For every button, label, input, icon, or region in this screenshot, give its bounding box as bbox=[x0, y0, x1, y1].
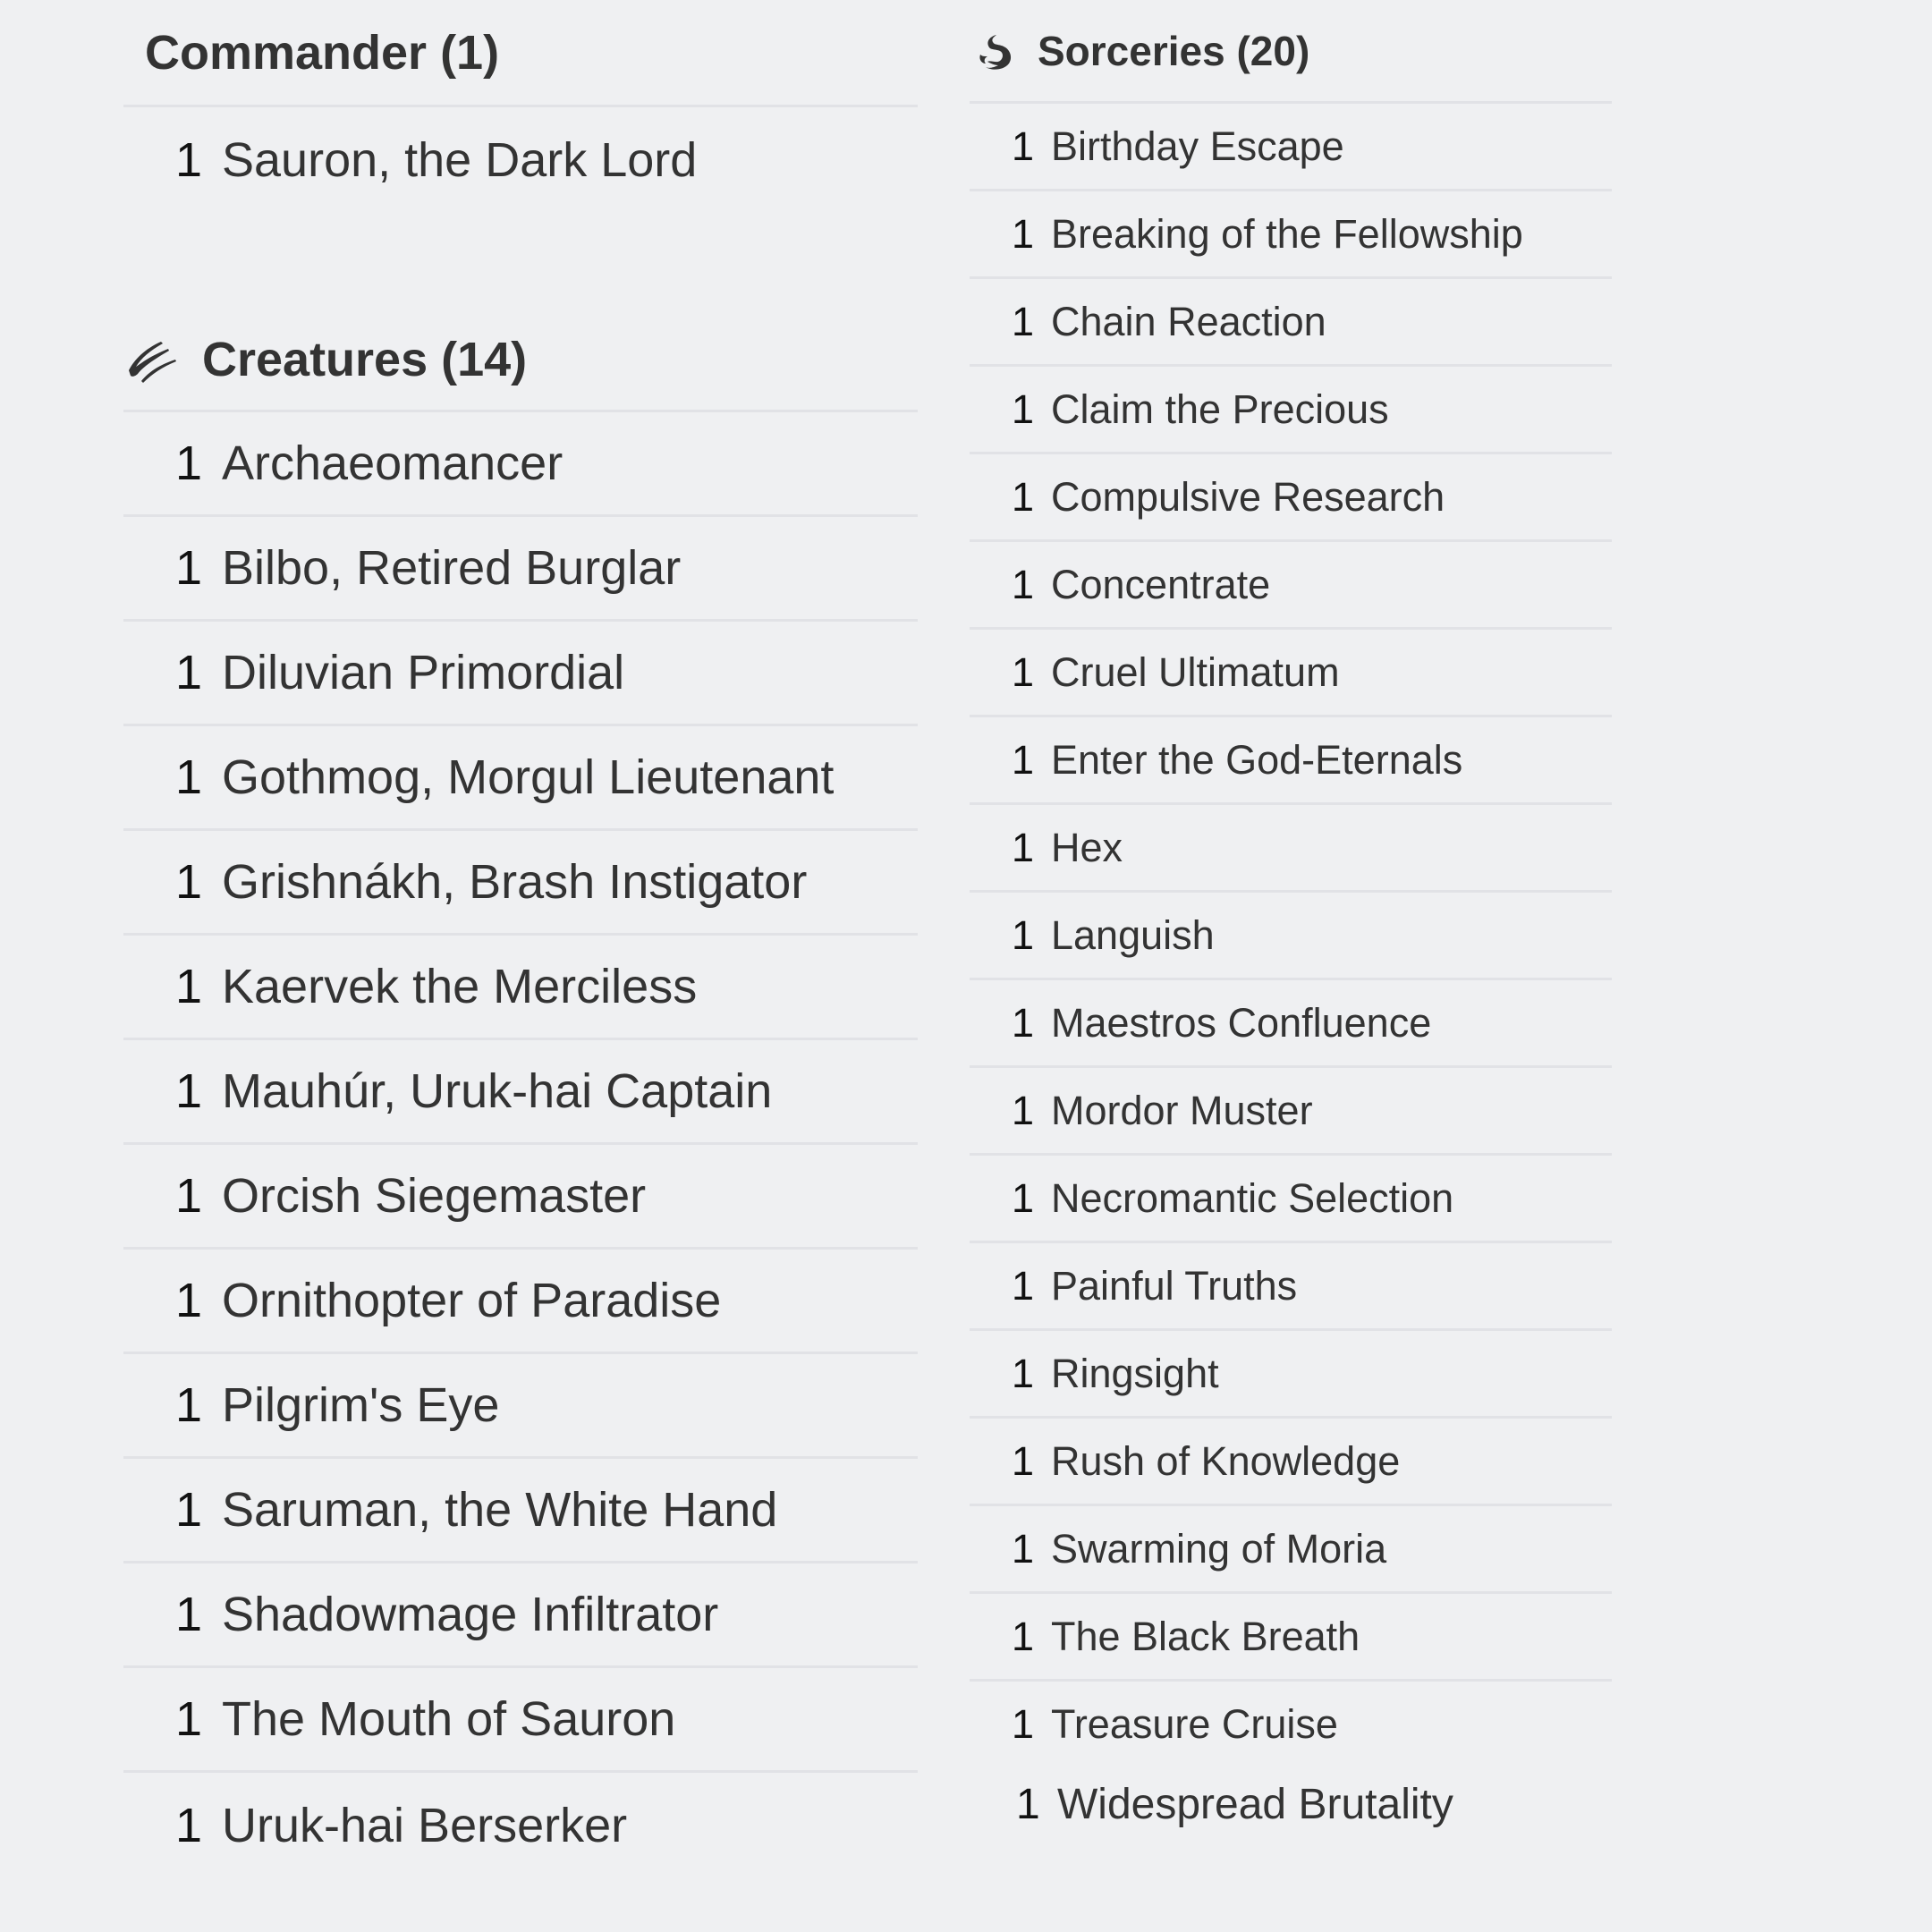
card-row[interactable] bbox=[970, 542, 1612, 630]
card-name[interactable]: Shadowmage Infiltrator bbox=[222, 1588, 719, 1641]
card-quantity: 1 bbox=[1012, 1262, 1035, 1309]
card-name[interactable]: Concentrate bbox=[1051, 561, 1271, 607]
sorceries-section bbox=[970, 0, 1612, 1841]
card-quantity: 1 bbox=[1012, 1174, 1035, 1221]
card-row[interactable] bbox=[123, 107, 918, 213]
card-row[interactable] bbox=[123, 1040, 918, 1145]
card-name[interactable]: Cruel Ultimatum bbox=[1051, 648, 1340, 695]
card-quantity: 1 bbox=[175, 1692, 203, 1746]
card-name[interactable]: Uruk-hai Berserker bbox=[222, 1798, 628, 1852]
card-row[interactable] bbox=[123, 831, 918, 936]
creatures-title: Creatures (14) bbox=[202, 332, 528, 386]
right-column bbox=[970, 0, 1612, 1841]
card-name[interactable]: Hex bbox=[1051, 824, 1123, 870]
card-name[interactable]: The Black Breath bbox=[1051, 1613, 1360, 1659]
card-quantity: 1 bbox=[175, 436, 203, 490]
card-row[interactable] bbox=[970, 893, 1612, 980]
card-row[interactable] bbox=[970, 1506, 1612, 1594]
card-quantity: 1 bbox=[1012, 736, 1035, 783]
card-row[interactable] bbox=[123, 726, 918, 831]
card-row[interactable] bbox=[123, 1354, 918, 1459]
card-quantity: 1 bbox=[1012, 473, 1035, 520]
card-name[interactable]: Kaervek the Merciless bbox=[222, 960, 698, 1013]
card-row[interactable] bbox=[123, 1668, 918, 1773]
card-name[interactable]: Pilgrim's Eye bbox=[222, 1378, 500, 1432]
card-name[interactable]: Swarming of Moria bbox=[1051, 1525, 1387, 1572]
card-row[interactable] bbox=[970, 454, 1612, 542]
card-name[interactable]: Mauhúr, Uruk-hai Captain bbox=[222, 1064, 773, 1118]
card-quantity: 1 bbox=[1012, 1350, 1035, 1396]
card-name[interactable]: Breaking of the Fellowship bbox=[1051, 210, 1523, 257]
card-name[interactable]: Gothmog, Morgul Lieutenant bbox=[222, 750, 835, 804]
card-row[interactable] bbox=[123, 1145, 918, 1250]
card-name[interactable]: Compulsive Research bbox=[1051, 473, 1445, 520]
card-row[interactable] bbox=[970, 1767, 1612, 1841]
card-name[interactable]: Painful Truths bbox=[1051, 1262, 1298, 1309]
card-name[interactable]: Bilbo, Retired Burglar bbox=[222, 541, 682, 595]
card-row[interactable] bbox=[123, 1459, 918, 1563]
card-row[interactable] bbox=[123, 517, 918, 622]
card-name[interactable]: Saruman, the White Hand bbox=[222, 1483, 778, 1537]
card-quantity: 1 bbox=[1012, 123, 1035, 169]
card-name[interactable]: Languish bbox=[1051, 911, 1215, 958]
sorcery-flame-icon bbox=[977, 32, 1013, 70]
card-quantity: 1 bbox=[175, 960, 203, 1013]
card-quantity: 1 bbox=[175, 1798, 203, 1852]
card-quantity: 1 bbox=[1012, 648, 1035, 695]
card-row[interactable] bbox=[123, 936, 918, 1040]
card-row[interactable] bbox=[970, 630, 1612, 717]
card-row[interactable] bbox=[970, 717, 1612, 805]
card-name[interactable]: Treasure Cruise bbox=[1051, 1701, 1338, 1747]
card-quantity: 1 bbox=[175, 1378, 203, 1432]
card-name[interactable]: Maestros Confluence bbox=[1051, 999, 1432, 1046]
commander-header bbox=[123, 0, 918, 107]
card-quantity: 1 bbox=[1012, 1701, 1035, 1747]
card-name[interactable]: Chain Reaction bbox=[1051, 298, 1326, 344]
card-name[interactable]: Grishnákh, Brash Instigator bbox=[222, 855, 808, 909]
card-name[interactable]: Sauron, the Dark Lord bbox=[222, 133, 698, 187]
card-row[interactable] bbox=[123, 412, 918, 517]
card-name[interactable]: Necromantic Selection bbox=[1051, 1174, 1454, 1221]
card-row[interactable] bbox=[970, 1068, 1612, 1156]
card-name[interactable]: Rush of Knowledge bbox=[1051, 1437, 1401, 1484]
card-quantity: 1 bbox=[175, 1274, 203, 1327]
card-quantity: 1 bbox=[1012, 210, 1035, 257]
card-quantity: 1 bbox=[1012, 999, 1035, 1046]
card-quantity: 1 bbox=[175, 750, 203, 804]
card-quantity: 1 bbox=[1012, 561, 1035, 607]
card-quantity: 1 bbox=[175, 1169, 203, 1223]
creatures-section bbox=[123, 309, 918, 1877]
card-name[interactable]: Orcish Siegemaster bbox=[222, 1169, 647, 1223]
commander-title: Commander (1) bbox=[145, 25, 500, 80]
card-row[interactable] bbox=[123, 1773, 918, 1877]
card-row[interactable] bbox=[970, 980, 1612, 1068]
card-row[interactable] bbox=[970, 1682, 1612, 1767]
card-quantity: 1 bbox=[175, 1064, 203, 1118]
claw-marks-icon bbox=[125, 336, 179, 383]
card-name[interactable]: The Mouth of Sauron bbox=[222, 1692, 676, 1746]
card-name[interactable]: Archaeomancer bbox=[222, 436, 564, 490]
card-name[interactable]: Claim the Precious bbox=[1051, 386, 1389, 432]
card-name[interactable]: Widespread Brutality bbox=[1057, 1780, 1453, 1828]
card-quantity: 1 bbox=[1012, 1087, 1035, 1133]
card-quantity: 1 bbox=[175, 1483, 203, 1537]
card-name[interactable]: Ringsight bbox=[1051, 1350, 1219, 1396]
card-quantity: 1 bbox=[1012, 1525, 1035, 1572]
card-name[interactable]: Enter the God-Eternals bbox=[1051, 736, 1463, 783]
card-row[interactable] bbox=[970, 1331, 1612, 1419]
card-quantity: 1 bbox=[175, 646, 203, 699]
sorceries-header bbox=[970, 0, 1612, 104]
card-name[interactable]: Mordor Muster bbox=[1051, 1087, 1313, 1133]
card-name[interactable]: Diluvian Primordial bbox=[222, 646, 625, 699]
card-quantity: 1 bbox=[1012, 911, 1035, 958]
card-quantity: 1 bbox=[1012, 298, 1035, 344]
card-quantity: 1 bbox=[1012, 1613, 1035, 1659]
card-quantity: 1 bbox=[1012, 1437, 1035, 1484]
card-row[interactable] bbox=[970, 279, 1612, 367]
card-row[interactable] bbox=[123, 1250, 918, 1354]
card-row[interactable] bbox=[970, 191, 1612, 279]
card-row[interactable] bbox=[970, 104, 1612, 191]
card-row[interactable] bbox=[970, 805, 1612, 893]
sorceries-title: Sorceries (20) bbox=[1038, 27, 1310, 74]
creatures-header bbox=[123, 309, 918, 412]
card-row[interactable] bbox=[123, 1563, 918, 1668]
card-row[interactable] bbox=[970, 367, 1612, 454]
card-quantity: 1 bbox=[175, 541, 203, 595]
card-row[interactable] bbox=[970, 1243, 1612, 1331]
card-quantity: 1 bbox=[175, 133, 203, 187]
card-row[interactable] bbox=[970, 1594, 1612, 1682]
left-column bbox=[123, 0, 918, 1852]
card-quantity: 1 bbox=[1012, 824, 1035, 870]
card-quantity: 1 bbox=[175, 1588, 203, 1641]
card-quantity: 1 bbox=[1012, 386, 1035, 432]
commander-section bbox=[123, 0, 918, 213]
card-quantity: 1 bbox=[1016, 1780, 1040, 1828]
card-row[interactable] bbox=[970, 1156, 1612, 1243]
card-quantity: 1 bbox=[175, 855, 203, 909]
card-name[interactable]: Birthday Escape bbox=[1051, 123, 1344, 169]
card-row[interactable] bbox=[970, 1419, 1612, 1506]
card-row[interactable] bbox=[123, 622, 918, 726]
card-name[interactable]: Ornithopter of Paradise bbox=[222, 1274, 722, 1327]
